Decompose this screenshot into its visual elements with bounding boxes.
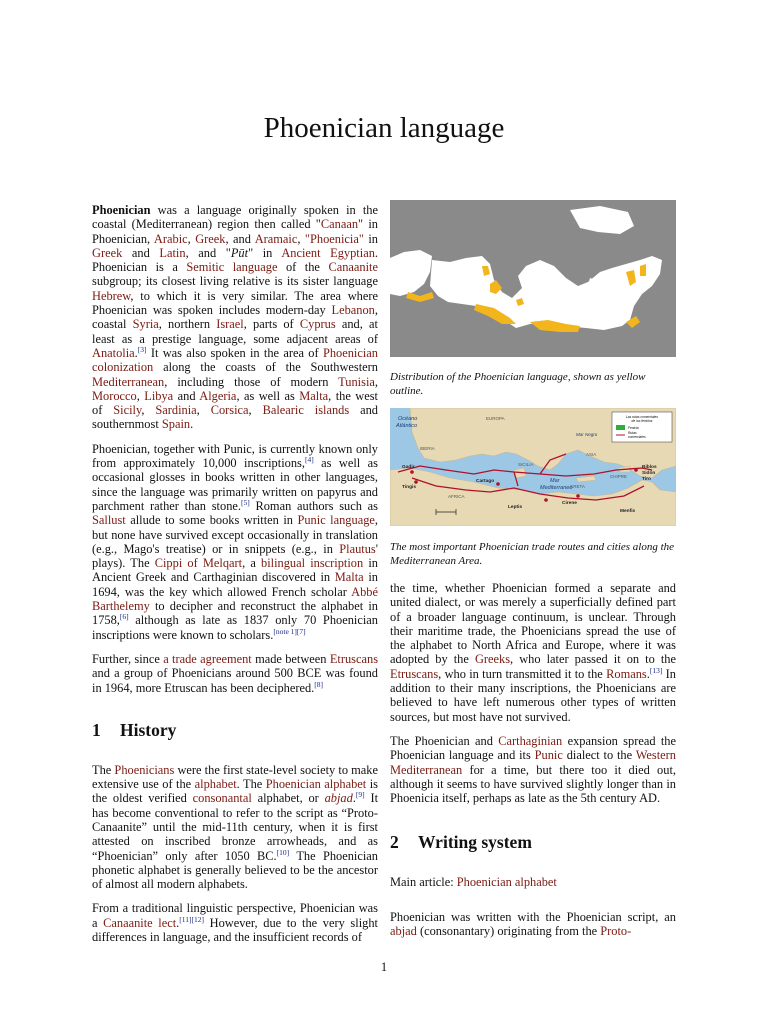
city-label: Cirene xyxy=(562,501,577,507)
legend-title: de los fenicios xyxy=(631,419,653,424)
ocean-label: Atlántico xyxy=(396,423,418,430)
city-marker xyxy=(544,498,548,502)
city-label: Gadir xyxy=(402,465,415,471)
reference-6[interactable]: [6] xyxy=(119,612,129,622)
region-label: CRETA xyxy=(570,484,585,490)
text: alphabet, or xyxy=(251,791,325,806)
link-malta-2[interactable]: Malta xyxy=(334,570,364,585)
text: Phoenician, together with Punic, is currently known only from approximately 10,000 inscriptions, xyxy=(92,441,378,471)
text: Further, since xyxy=(92,651,164,666)
text: the time, whether Phoenician formed a separate and united dialect, or was merely a superficially defined part of a broader language continuum, is unclear. Through their maritime trade, the Phoenicians spread the use of the alphabet to North Africa and Europe, where it was adopted by the xyxy=(390,581,676,667)
put-term: Pūt xyxy=(230,245,249,260)
link-bilingual-inscription[interactable]: bilingual inscription xyxy=(261,556,364,571)
reference[interactable] xyxy=(277,847,290,856)
link-aramaic[interactable]: Aramaic xyxy=(254,231,298,246)
right-column xyxy=(390,581,676,948)
intro-paragraph-1 xyxy=(92,203,378,432)
text: " in xyxy=(248,245,282,260)
link-arabic[interactable]: Arabic xyxy=(153,231,188,246)
link-punic[interactable]: Punic xyxy=(534,748,563,763)
city-label: Tiro xyxy=(642,477,651,483)
text: . xyxy=(134,345,138,360)
link-phoenicia[interactable]: "Phoenicia" xyxy=(304,231,364,246)
city-label: Sidón xyxy=(642,471,656,477)
reference-3[interactable]: [3] xyxy=(137,344,147,354)
region-label: EUROPA xyxy=(486,416,505,422)
link-abjad[interactable]: abjad xyxy=(324,791,353,806)
link-abjad-2[interactable]: abjad xyxy=(390,924,417,939)
text: , xyxy=(297,231,305,246)
text: of the xyxy=(277,260,329,275)
reference-note-1-7[interactable]: [note 1][7] xyxy=(273,626,306,636)
link-phoenicians[interactable]: Phoenicians xyxy=(114,762,175,777)
right-figures xyxy=(390,200,676,578)
city-marker xyxy=(496,482,500,486)
section-number: 1 xyxy=(92,719,101,740)
region-label: CHIPRE xyxy=(610,474,628,480)
link-morocco[interactable]: Morocco xyxy=(92,388,137,403)
legend-label: comerciales xyxy=(628,435,646,440)
history-paragraph-3 xyxy=(390,734,676,805)
text: , as well as xyxy=(236,388,300,403)
reference[interactable] xyxy=(314,679,323,688)
city-marker xyxy=(410,470,414,474)
main-article-note xyxy=(390,875,676,889)
text: . xyxy=(646,666,650,681)
link-tunisia[interactable]: Tunisia xyxy=(338,374,375,389)
text: , xyxy=(141,403,156,418)
link-cippi-of-melqart[interactable]: Cippi of Melqart xyxy=(154,556,243,571)
link-syria[interactable]: Syria xyxy=(132,317,159,332)
reference-5[interactable]: [5] xyxy=(240,497,250,507)
text: , coastal xyxy=(92,303,378,332)
city-label: Leptis xyxy=(508,505,523,511)
text: subgroup; its closest living relative is its sister language xyxy=(92,274,378,289)
text: in Ancient Greek and Carthaginian discovered in xyxy=(92,556,378,585)
text: , the west of xyxy=(92,388,378,418)
link-phoenician-colonization[interactable]: Phoenician colonization xyxy=(92,345,378,375)
reference-8[interactable]: [8] xyxy=(314,679,324,689)
ocean-label: Océano xyxy=(398,416,418,423)
region-label: SICILIA xyxy=(518,462,534,468)
legend-fenicia-swatch xyxy=(616,425,625,430)
link-greek-2[interactable]: Greek xyxy=(92,245,123,260)
link-phoenician-alphabet[interactable]: Phoenician alphabet xyxy=(265,777,367,792)
text: The xyxy=(92,762,115,777)
region-label: ASIA xyxy=(586,452,597,458)
text: , who later passed it on to the xyxy=(510,652,676,667)
link-cyprus[interactable]: Cyprus xyxy=(299,317,336,332)
section-title: Writing system xyxy=(418,832,532,853)
history-paragraph-1 xyxy=(92,763,378,892)
text: expansion spread the Phoenician language and its xyxy=(390,733,676,763)
text: , xyxy=(374,374,378,389)
text: , and xyxy=(225,231,255,246)
text: The Phoenician phonetic alphabet is generally believed to be the ancestor of almost all modern alphabets. xyxy=(92,848,379,892)
text: , to which it is very similar. The area where Phoenician was spoken includes modern-day xyxy=(92,288,378,318)
figure-caption: Distribution of the Phoenician language, shown as yellow outline. xyxy=(390,371,646,398)
text: as well as occasional glosses in books written in other languages, since the language was primarily written on papyrus and parchment rather than stone. xyxy=(92,456,378,513)
history-paragraph-2 xyxy=(92,901,378,944)
link-sardinia[interactable]: Sardinia xyxy=(155,403,197,418)
text: along the coasts of the Southwestern xyxy=(153,360,378,375)
link-carthaginian[interactable]: Carthaginian xyxy=(498,733,563,748)
link-alphabet[interactable]: alphabet xyxy=(194,777,237,792)
link-mediterranean[interactable]: Mediterranean xyxy=(92,374,165,389)
text: in xyxy=(363,231,378,246)
text: It was also spoken in the area of xyxy=(146,345,323,360)
link-greeks[interactable]: Greeks xyxy=(474,652,511,667)
text: , xyxy=(187,231,196,246)
link-canaanite-lect[interactable]: Canaanite lect xyxy=(103,915,177,930)
left-column xyxy=(92,203,378,944)
text: made between xyxy=(251,651,330,666)
legend-title: Las rutas comerciales xyxy=(625,415,659,420)
link-trade-agreement[interactable]: a trade agreement xyxy=(163,651,252,666)
reference[interactable] xyxy=(241,498,250,507)
link-punic-language[interactable]: Punic language xyxy=(297,513,375,528)
link-romans[interactable]: Romans xyxy=(606,666,647,681)
distribution-map xyxy=(390,200,676,357)
link-semitic-language[interactable]: Semitic language xyxy=(186,260,278,275)
link-canaan[interactable]: Canaan xyxy=(320,217,359,232)
text: , but none have survived except occasionally in translation (e.g., Mago's treatise) or in snippets (e.g., in xyxy=(92,513,378,556)
link-anatolia[interactable]: Anatolia xyxy=(92,345,135,360)
history-paragraph-2-continued xyxy=(390,581,676,724)
reference[interactable] xyxy=(273,626,305,635)
link-sicily[interactable]: Sicily xyxy=(113,403,142,418)
link-etruscans[interactable]: Etruscans xyxy=(329,651,379,666)
page-title: Phoenician language xyxy=(263,112,505,144)
legend-label: Fenicia xyxy=(628,426,639,431)
reference[interactable] xyxy=(120,612,129,621)
city-marker xyxy=(576,494,580,498)
link-proto[interactable]: Proto- xyxy=(600,924,632,939)
figure-caption: The most important Phoenician trade routes and cities along the Mediterranean Area. xyxy=(390,540,675,567)
city-label: Menfis xyxy=(620,509,636,515)
text: although as late as 1837 only 70 Phoenician inscriptions were known to scholars. xyxy=(92,613,378,642)
link-spain[interactable]: Spain xyxy=(161,417,191,432)
text: is the oldest verified xyxy=(92,777,378,806)
text: to decipher and reconstruct the alphabet in 1758, xyxy=(92,599,378,628)
reference[interactable] xyxy=(650,666,663,675)
section-heading-history xyxy=(92,719,378,741)
link-western-mediterranean[interactable]: Western Mediterranean xyxy=(390,748,676,777)
text: and xyxy=(122,245,160,260)
link-plautus[interactable]: Plautus xyxy=(339,541,376,556)
text: , xyxy=(196,403,211,418)
link-abbe-barthelemy[interactable]: Abbé Barthelemy xyxy=(92,584,378,614)
text: , a xyxy=(242,556,261,571)
link-hebrew[interactable]: Hebrew xyxy=(92,288,131,303)
link-ancient-egyptian[interactable]: Ancient Egyptian xyxy=(281,245,375,260)
intro-paragraph-3 xyxy=(92,652,378,695)
text: and a group of Phoenicians around 500 BCE was found in 1964, more Etruscan has been deciphered. xyxy=(92,666,378,695)
reference[interactable] xyxy=(138,345,147,354)
text: and southernmost xyxy=(92,403,378,432)
text: . The xyxy=(236,777,266,792)
figure-trade-routes-map xyxy=(390,408,676,567)
text: were the first state-level society to make extensive use of the xyxy=(92,762,378,792)
reference-10[interactable]: [10] xyxy=(276,847,290,857)
text: " in Phoenician, xyxy=(92,217,378,246)
text: The Phoenician and xyxy=(390,733,499,748)
text: (consonantary) originating from the xyxy=(416,924,601,939)
link-libya[interactable]: Libya xyxy=(144,388,174,403)
sea-label: Mediterraneo xyxy=(540,485,573,492)
text: in 1694, was the key which allowed French scholar xyxy=(92,570,378,599)
text: dialect to the xyxy=(562,748,636,763)
text: Roman authors such as xyxy=(249,498,378,513)
city-label: Biblos xyxy=(642,465,657,471)
text: From a traditional linguistic perspective, Phoenician was a xyxy=(92,901,378,930)
reference-13[interactable]: [13] xyxy=(649,665,663,675)
main-article-label: Main article: xyxy=(390,875,457,890)
city-marker xyxy=(634,468,638,472)
link-balearic-islands[interactable]: Balearic islands xyxy=(262,403,350,418)
text: allude to some books written in xyxy=(125,513,298,528)
link-lebanon[interactable]: Lebanon xyxy=(331,303,375,318)
reference-11-12[interactable]: [11][12] xyxy=(179,914,204,924)
reference[interactable] xyxy=(179,915,204,924)
link-corsica[interactable]: Corsica xyxy=(210,403,249,418)
page-number: 1 xyxy=(380,960,388,974)
legend-label: Rutas xyxy=(628,431,637,436)
text: , and " xyxy=(185,245,231,260)
region-label: IBERIA xyxy=(420,446,435,452)
link-malta[interactable]: Malta xyxy=(299,388,329,403)
text: was a language originally spoken in the coastal (Mediterranean) region then called " xyxy=(92,203,378,232)
reference[interactable] xyxy=(356,790,365,799)
text: . xyxy=(190,417,194,432)
text: , who in turn transmitted it to the xyxy=(438,666,607,681)
link-sallust[interactable]: Sallust xyxy=(92,513,126,528)
text: and xyxy=(173,388,200,403)
reference[interactable] xyxy=(305,455,314,464)
trade-routes-map xyxy=(390,408,676,526)
section-number: 2 xyxy=(390,832,399,853)
lead-term: Phoenician xyxy=(92,203,151,217)
sea-label: Mar Negro xyxy=(576,432,598,438)
text: , xyxy=(136,388,145,403)
link-main-article-phoenician-alphabet[interactable]: Phoenician alphabet xyxy=(456,875,557,890)
text: for a time, but there too it died out, although it seems to have survived slightly longer than in Phoenicia itself, perhaps as late as the 5th century AD. xyxy=(390,762,676,806)
region-label: AFRICA xyxy=(448,494,465,500)
text: , northern xyxy=(158,317,217,332)
link-etruscans-2[interactable]: Etruscans xyxy=(390,666,439,681)
link-canaanite[interactable]: Canaanite xyxy=(328,260,378,275)
text: . xyxy=(176,915,180,930)
text: . Phoenician is a xyxy=(92,245,378,275)
map-legend xyxy=(612,412,672,442)
city-label: Cartago xyxy=(476,479,495,485)
text: However, due to the very slight differences in language, and the insufficient records of xyxy=(92,915,378,945)
link-israel[interactable]: Israel xyxy=(216,317,244,332)
city-marker xyxy=(414,480,418,484)
section-heading-writing-system xyxy=(390,831,676,853)
text: ' plays). The xyxy=(92,541,378,571)
text: , parts of xyxy=(243,317,300,332)
link-consonantal[interactable]: consonantal xyxy=(192,791,252,806)
link-greek[interactable]: Greek xyxy=(195,231,226,246)
link-latin[interactable]: Latin xyxy=(159,245,186,260)
intro-paragraph-2 xyxy=(92,442,378,642)
text: and, at least as a prestige language, some adjacent areas of xyxy=(92,317,378,346)
section-title: History xyxy=(120,719,177,740)
text: , xyxy=(248,403,263,418)
text: Phoenician was written with the Phoenician script, an xyxy=(390,909,676,924)
text: It has become conventional to refer to the script as “Proto-Canaanite” until the mid-11th century, when it is first attested on inscribed bronze arrowheads, and as “Phoenician” only after 1050 BC. xyxy=(92,791,379,863)
reference-9[interactable]: [9] xyxy=(355,790,365,800)
text: . xyxy=(352,791,356,806)
text: , including those of modern xyxy=(164,374,339,389)
link-algeria[interactable]: Algeria xyxy=(199,388,237,403)
reference-4[interactable]: [4] xyxy=(304,454,314,464)
writing-paragraph-1 xyxy=(390,910,676,939)
sea-label: Mar xyxy=(550,478,560,485)
figure-distribution-map xyxy=(390,200,676,398)
text: In addition to their many inscriptions, the Phoenicians are believed to have left numerous other types of written sources, but most have not survived. xyxy=(390,666,676,724)
city-label: Tingis xyxy=(402,485,417,491)
